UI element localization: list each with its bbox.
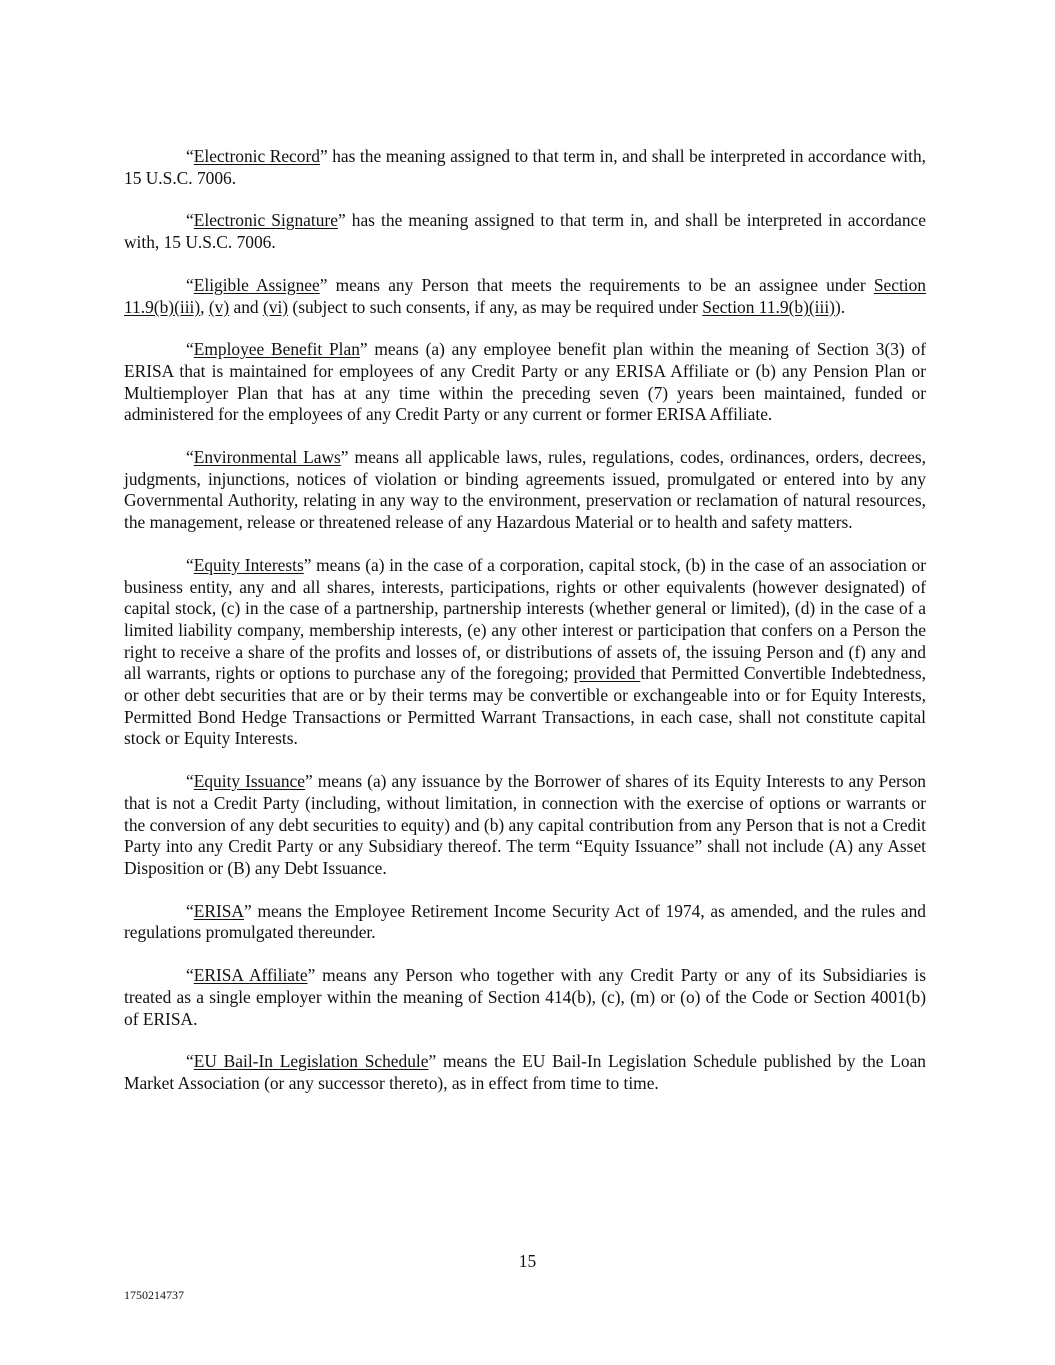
defined-term: Eligible Assignee — [193, 274, 320, 295]
defined-term: Environmental Laws — [193, 447, 341, 468]
section-reference: Section 11.9(b)(iii) — [702, 296, 835, 317]
section-reference: (vi) — [262, 296, 289, 317]
definition-erisa: “ERISA” means the Employee Retirement Income Security Act of 1974, as amended, and the rules and regulations promulgated thereunder. — [124, 900, 926, 943]
defined-term: ERISA — [193, 900, 244, 921]
defined-term: ERISA Affiliate — [193, 965, 308, 986]
defined-term: Employee Benefit Plan — [193, 339, 360, 360]
proviso-term: provided — [573, 663, 641, 684]
defined-term: Equity Issuance — [193, 771, 305, 792]
page-number: 15 — [518, 1251, 537, 1271]
defined-term: Equity Interests — [193, 554, 304, 575]
section-reference: Section 11.9(b)(iii) — [124, 274, 927, 317]
defined-term: Electronic Record — [193, 146, 320, 166]
definition-electronic-record: “Electronic Record” has the meaning assigned to that term in, and shall be interpreted in accordance with, 15 U.S.C. 7006. — [124, 146, 926, 188]
definition-equity-interests: “Equity Interests” means (a) in the case of a corporation, capital stock, (b) in the case of an association or business entity, any and all shares, interests, participations, rights or other equivalents (however designated) of capital stock, (c) in the case of a partnership, partnership interests (whether general or limited), (d) in the case of a limited liability company, membership interests, (e) any other interest or participation that confers on a Person the right to receive a share of the profits and losses of, or distributions of assets of, the issuing Person and (f) any and all warrants, rights or options to purchase any of the foregoing; provided that Permitted Convertible Indebtedness, or other debt securities that are or by their terms may be convertible or exchangeable into or for Equity Interests, Permitted Bond Hedge Transactions or Permitted Warrant Transactions, in each case, shall not constitute capital stock or Equity Interests. — [124, 554, 927, 749]
definition-erisa-affiliate: “ERISA Affiliate” means any Person who together with any Credit Party or any of its Subsidiaries is treated as a single employer within the meaning of Section 414(b), (c), (m) or (o) of the Code or Section 4001(b) of ERISA. — [124, 965, 926, 1029]
defined-term: Electronic Signature — [193, 210, 338, 231]
defined-term: EU Bail-In Legislation Schedule — [193, 1051, 429, 1072]
definition-employee-benefit-plan: “Employee Benefit Plan” means (a) any employee benefit plan within the meaning of Section 3(3) of ERISA that is maintained for employees of any Credit Party or any ERISA Affiliate or (b) any Pension Plan or Multiemployer Plan that has at any time within the preceding seven (7) years been maintained, funded or administered for the employees of any Credit Party or any current or former ERISA Affiliate. — [124, 339, 926, 425]
definition-eligible-assignee: “Eligible Assignee” means any Person that meets the requirements to be an assignee under Section 11.9(b)(iii), (v) and (vi) (subject to such consents, if any, as may be required under Section 11.9(b)(iii)). — [124, 274, 927, 317]
definition-equity-issuance: “Equity Issuance” means (a) any issuance by the Borrower of shares of its Equity Interests to any Person that is not a Credit Party (including, without limitation, in connection with the exercise of options or warrants or the conversion of any debt securities to equity) and (b) any capital contribution from any Person that is not a Credit Party into any Credit Party or any Subsidiary thereof. The term “Equity Issuance” shall not include (A) any Asset Disposition or (B) any Debt Issuance. — [124, 771, 926, 878]
section-reference: (v) — [208, 296, 230, 317]
document-body — [124, 146, 926, 1116]
definition-eu-bail-in-schedule: “EU Bail-In Legislation Schedule” means the EU Bail-In Legislation Schedule published by the Loan Market Association (or any successor thereto), as in effect from time to time. — [124, 1051, 926, 1093]
document-id: 1750214737 — [124, 1288, 184, 1302]
definition-environmental-laws: “Environmental Laws” means all applicable laws, rules, regulations, codes, ordinances, orders, decrees, judgments, injunctions, notices of violation or binding agreements issued, promulgated or entered into by any Governmental Authority, relating in any way to the environment, preservation or reclamation of natural resources, the management, release or threatened release of any Hazardous Material or to health and safety matters. — [124, 447, 926, 533]
definition-electronic-signature: “Electronic Signature” has the meaning assigned to that term in, and shall be interpreted in accordance with, 15 U.S.C. 7006. — [124, 210, 926, 253]
